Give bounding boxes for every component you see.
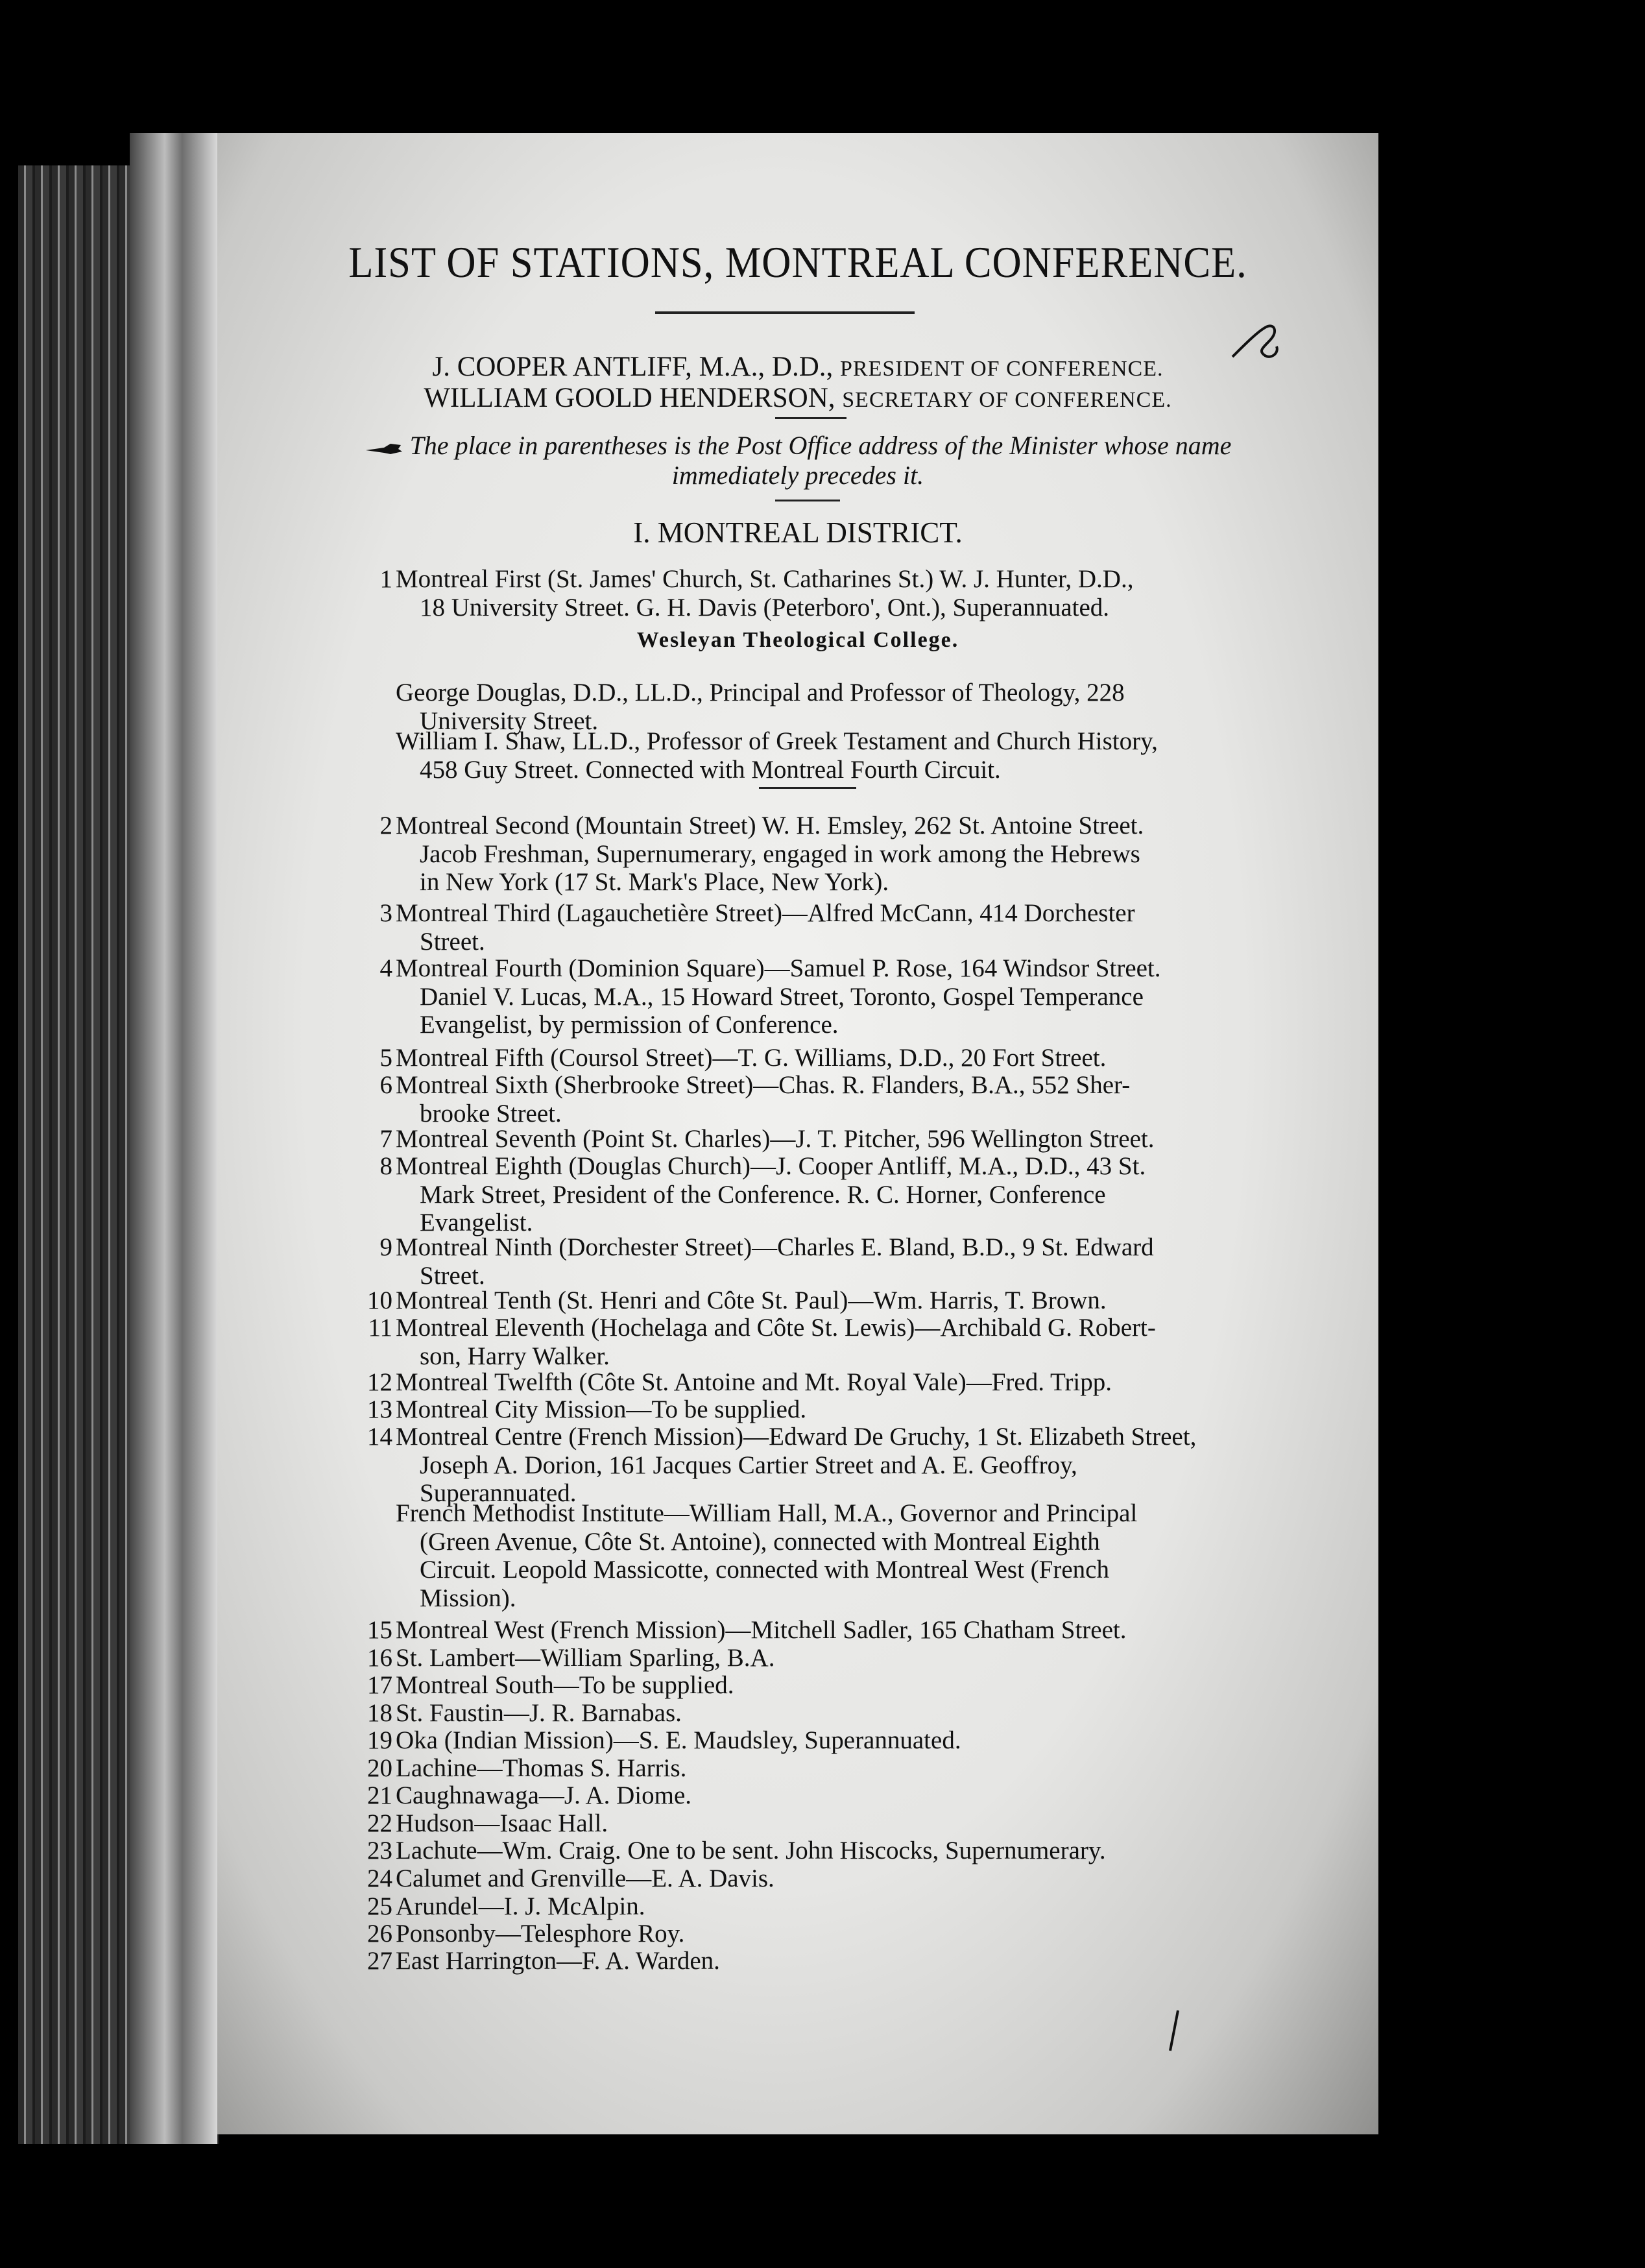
station-entry-line: Montreal Twelfth (Côte St. Antoine and Mt. Royal Vale)—Fred. Tripp.	[396, 1368, 1112, 1396]
note-line-2: immediately precedes it.	[671, 461, 924, 490]
station-entry-line: French Methodist Institute—William Hall, M.A., Governor and Principal	[396, 1499, 1138, 1527]
station-entry-line: Daniel V. Lucas, M.A., 15 Howard Street, Toronto, Gospel Temperance	[420, 982, 1144, 1011]
station-number: 19	[367, 1726, 392, 1754]
station-number: 20	[367, 1754, 392, 1782]
station-entry-line: brooke Street.	[420, 1099, 562, 1128]
station-entry-line: George Douglas, D.D., LL.D., Principal and Professor of Theology, 228	[396, 679, 1125, 706]
station-number: 25	[367, 1892, 392, 1920]
station-entry-line: Montreal Fifth (Coursol Street)—T. G. Williams, D.D., 20 Fort Street.	[396, 1044, 1107, 1072]
district-heading: I. MONTREAL DISTRICT.	[633, 516, 963, 549]
secretary-name: WILLIAM GOOLD HENDERSON,	[424, 383, 835, 413]
station-number: 17	[367, 1671, 392, 1699]
pointing-hand-icon	[365, 439, 403, 458]
note-rule	[775, 500, 840, 501]
station-entry-line: University Street.	[420, 706, 599, 735]
president-role: PRESIDENT OF CONFERENCE.	[840, 357, 1164, 381]
station-entry-line: Montreal Seventh (Point St. Charles)—J. T. Pitcher, 596 Wellington Street.	[396, 1125, 1155, 1153]
station-number: 16	[367, 1644, 392, 1672]
station-entry-line: son, Harry Walker.	[420, 1342, 610, 1370]
title-rule	[655, 311, 915, 314]
college-heading: Wesleyan Theological College.	[636, 628, 959, 652]
station-number: 5	[379, 1044, 392, 1072]
station-entry-line: Montreal Sixth (Sherbrooke Street)—Chas. R. Flanders, B.A., 552 Sher-	[396, 1071, 1131, 1099]
note-line-1: The place in parentheses is the Post Office address of the Minister whose name	[217, 430, 1378, 461]
station-entry-line: Montreal Fourth (Dominion Square)—Samuel P. Rose, 164 Windsor Street.	[396, 954, 1161, 982]
station-number: 13	[367, 1395, 392, 1423]
station-entry-line: Mission).	[420, 1584, 516, 1612]
station-number: 26	[367, 1920, 392, 1948]
station-entry-line: Caughnawaga—J. A. Diome.	[396, 1781, 692, 1809]
president-name: J. COOPER ANTLIFF, M.A., D.D.,	[432, 352, 834, 382]
station-number: 7	[379, 1125, 392, 1153]
station-entry-line: Circuit. Leopold Massicotte, connected with Montreal West (French	[420, 1556, 1109, 1584]
pencil-check-mark	[1161, 2008, 1187, 2053]
college-rule	[759, 787, 856, 789]
station-entry-line: Calumet and Grenville—E. A. Davis.	[396, 1864, 774, 1892]
station-entry-line: Montreal South—To be supplied.	[396, 1671, 734, 1699]
station-entry-line: Lachine—Thomas S. Harris.	[396, 1754, 687, 1782]
station-entry-line: St. Lambert—William Sparling, B.A.	[396, 1644, 775, 1672]
station-entry-line: Montreal West (French Mission)—Mitchell Sadler, 165 Chatham Street.	[396, 1616, 1127, 1644]
station-number: 3	[379, 899, 392, 927]
station-entry-line: Street.	[420, 927, 485, 956]
station-entry-line: East Harrington—F. A. Warden.	[396, 1947, 720, 1975]
station-entry-line: Montreal City Mission—To be supplied.	[396, 1395, 807, 1423]
station-number: 24	[367, 1864, 392, 1892]
station-entry-line: William I. Shaw, LL.D., Professor of Greek Testament and Church History,	[396, 727, 1158, 755]
station-number: 1	[379, 565, 392, 593]
station-entry-line: 18 University Street. G. H. Davis (Peterboro', Ont.), Superannuated.	[420, 593, 1110, 621]
station-number: 21	[367, 1781, 392, 1809]
handwritten-mark	[1226, 318, 1284, 370]
station-entry-line: Street.	[420, 1261, 485, 1290]
station-number: 27	[367, 1947, 392, 1975]
station-entry-line: Montreal Eleventh (Hochelaga and Côte St. Lewis)—Archibald G. Robert-	[396, 1314, 1156, 1342]
station-number: 2	[379, 812, 392, 839]
secretary-line	[217, 382, 1378, 414]
station-number: 18	[367, 1699, 392, 1727]
station-number: 15	[367, 1616, 392, 1644]
station-entry-line: Oka (Indian Mission)—S. E. Maudsley, Superannuated.	[396, 1726, 961, 1754]
station-number: 6	[379, 1071, 392, 1099]
station-entry-line: Mark Street, President of the Conference. R. C. Horner, Conference	[420, 1180, 1106, 1209]
station-entry-line: Superannuated.	[420, 1479, 577, 1507]
station-entry-line: Joseph A. Dorion, 161 Jacques Cartier Street and A. E. Geoffroy,	[420, 1451, 1077, 1479]
station-entry-line: Montreal First (St. James' Church, St. Catharines St.) W. J. Hunter, D.D.,	[396, 565, 1134, 593]
station-number: 10	[367, 1286, 392, 1314]
president-line	[217, 351, 1378, 383]
secretary-role: SECRETARY OF CONFERENCE.	[842, 388, 1172, 412]
station-number: 12	[367, 1368, 392, 1396]
station-entry-line: Montreal Eighth (Douglas Church)—J. Cooper Antliff, M.A., D.D., 43 St.	[396, 1152, 1146, 1180]
station-entry-line: Montreal Ninth (Dorchester Street)—Charles E. Bland, B.D., 9 St. Edward	[396, 1233, 1154, 1261]
station-entry-line: Montreal Tenth (St. Henri and Côte St. Paul)—Wm. Harris, T. Brown.	[396, 1286, 1107, 1314]
station-entry-line: Montreal Second (Mountain Street) W. H. Emsley, 262 St. Antoine Street.	[396, 812, 1144, 839]
page-edges	[130, 133, 217, 2144]
station-entry-line: Montreal Centre (French Mission)—Edward De Gruchy, 1 St. Elizabeth Street,	[396, 1423, 1197, 1451]
station-entry-line: 458 Guy Street. Connected with Montreal Fourth Circuit.	[420, 755, 1001, 784]
station-entry-line: (Green Avenue, Côte St. Antoine), connected with Montreal Eighth	[420, 1527, 1100, 1556]
station-number: 9	[379, 1233, 392, 1261]
station-number: 11	[368, 1314, 392, 1342]
station-number: 23	[367, 1837, 392, 1864]
station-entry-line: Evangelist.	[420, 1209, 533, 1237]
station-number: 22	[367, 1809, 392, 1837]
station-entry-line: Lachute—Wm. Craig. One to be sent. John Hiscocks, Supernumerary.	[396, 1837, 1106, 1864]
book-page	[217, 133, 1378, 2134]
station-entry-line: St. Faustin—J. R. Barnabas.	[396, 1699, 682, 1727]
station-entry-line: Hudson—Isaac Hall.	[396, 1809, 608, 1837]
station-entry-line: Arundel—I. J. McAlpin.	[396, 1892, 645, 1920]
station-number: 8	[379, 1152, 392, 1180]
station-entry-line: Ponsonby—Telesphore Roy.	[396, 1920, 685, 1948]
officers-rule	[775, 417, 847, 419]
station-number: 4	[379, 954, 392, 982]
page-title: LIST OF STATIONS, MONTREAL CONFERENCE.	[348, 237, 1247, 287]
station-entry-line: Montreal Third (Lagauchetière Street)—Alfred McCann, 414 Dorchester	[396, 899, 1135, 927]
station-entry-line: Jacob Freshman, Supernumerary, engaged in work among the Hebrews	[420, 839, 1140, 868]
station-entry-line: Evangelist, by permission of Conference.	[420, 1011, 839, 1039]
station-entry-line: in New York (17 St. Mark's Place, New York).	[420, 868, 889, 896]
station-number: 14	[367, 1423, 392, 1451]
